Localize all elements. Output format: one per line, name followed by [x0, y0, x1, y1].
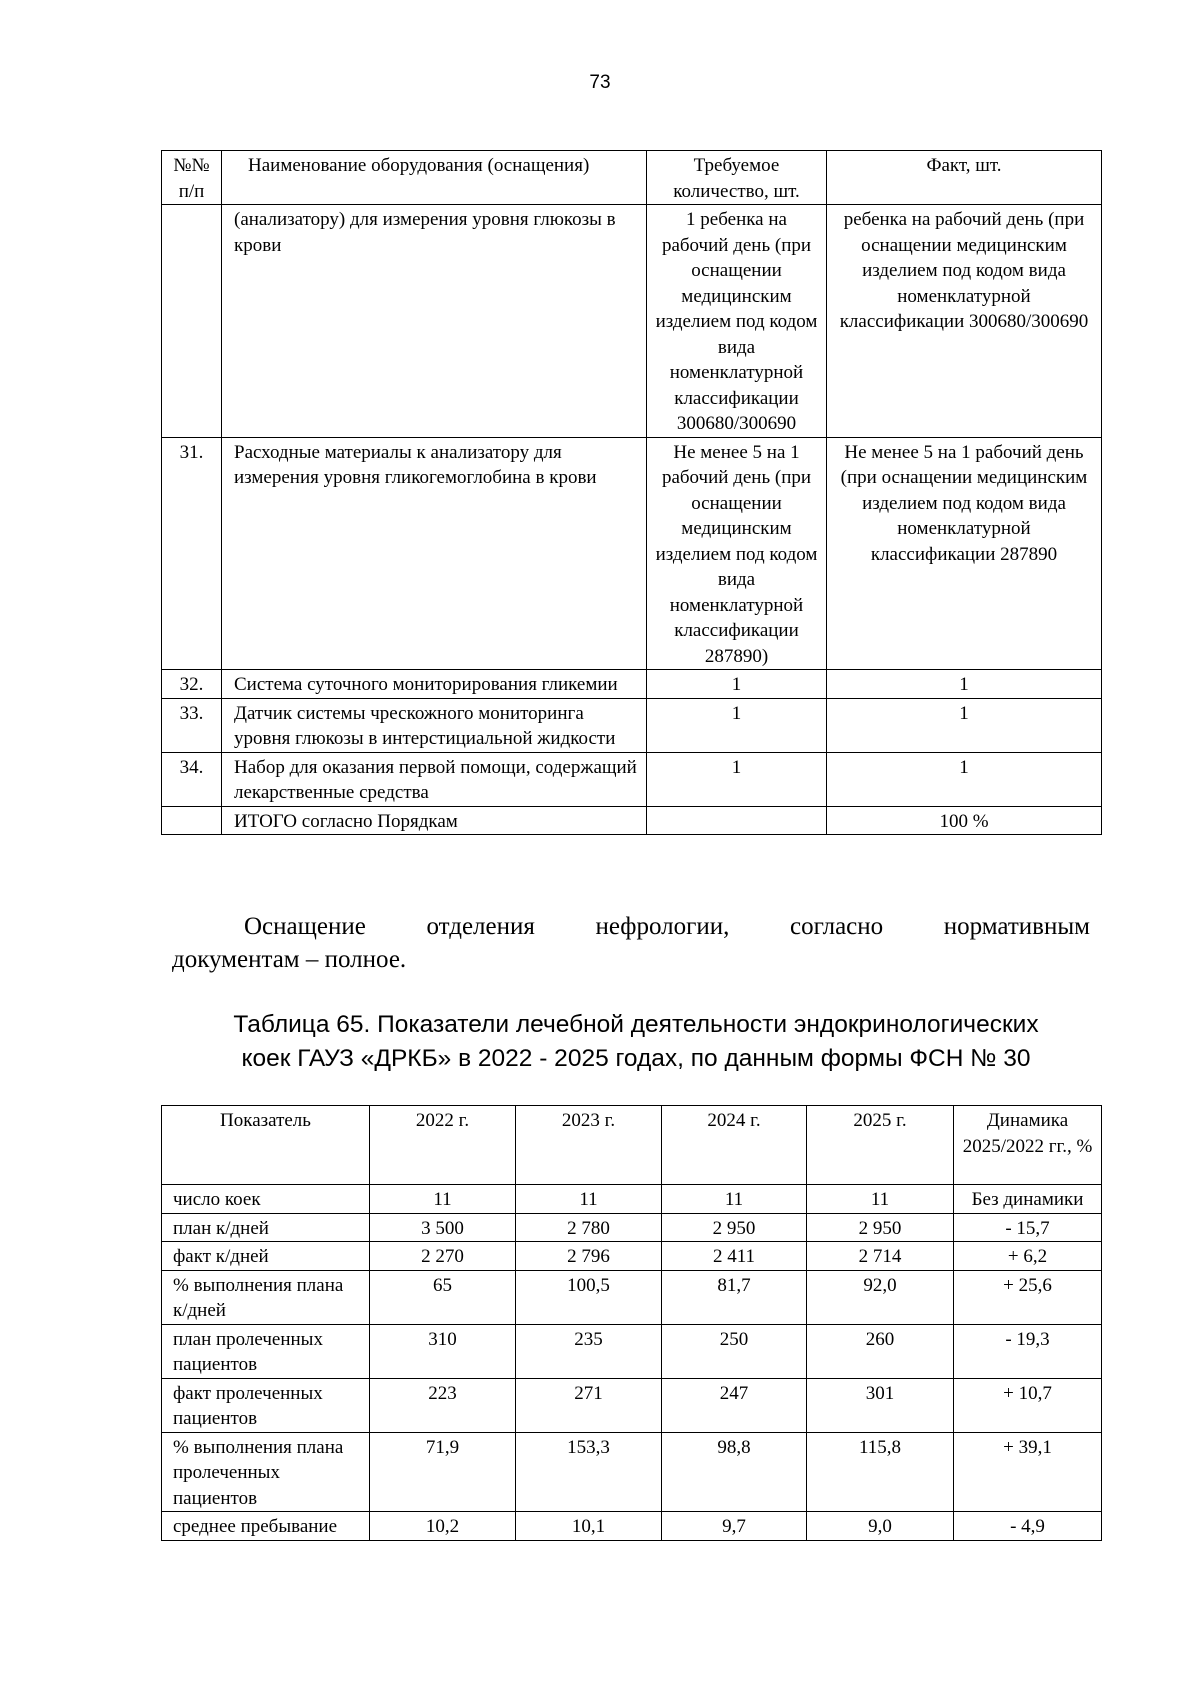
row-number: 32.: [162, 670, 222, 699]
header-name: Наименование оборудования (оснащения): [222, 151, 647, 205]
value-2023: 271: [516, 1378, 662, 1432]
value-2025: 11: [807, 1185, 954, 1214]
header-fact: Факт, шт.: [827, 151, 1102, 205]
value-2025: 115,8: [807, 1432, 954, 1512]
paragraph-word: нефрологии,: [595, 913, 730, 940]
value-2023: 2 796: [516, 1242, 662, 1271]
table-row: [162, 205, 1102, 438]
row-fact: 100 %: [827, 806, 1102, 835]
value-2025: 2 714: [807, 1242, 954, 1271]
value-2024: 2 411: [662, 1242, 807, 1271]
paragraph-word: Оснащение: [244, 913, 366, 940]
value-2024: 247: [662, 1378, 807, 1432]
row-label: среднее пребывание: [162, 1512, 370, 1541]
value-2022: 310: [370, 1324, 516, 1378]
equipment-table-header: [162, 151, 1102, 205]
value-2024: 2 950: [662, 1213, 807, 1242]
value-dynamics: + 25,6: [954, 1270, 1102, 1324]
value-dynamics: + 39,1: [954, 1432, 1102, 1512]
table-row: [162, 1185, 1102, 1214]
value-2025: 92,0: [807, 1270, 954, 1324]
table-row: [162, 670, 1102, 699]
value-dynamics: Без динамики: [954, 1185, 1102, 1214]
value-2022: 65: [370, 1270, 516, 1324]
row-number: [162, 205, 222, 438]
value-2025: 9,0: [807, 1512, 954, 1541]
value-2025: 2 950: [807, 1213, 954, 1242]
header-year: 2022 г.: [370, 1106, 516, 1185]
value-2022: 71,9: [370, 1432, 516, 1512]
value-dynamics: - 4,9: [954, 1512, 1102, 1541]
row-fact: 1: [827, 752, 1102, 806]
header-year: 2024 г.: [662, 1106, 807, 1185]
row-number: 31.: [162, 437, 222, 670]
row-name: Датчик системы чрескожного мониторинга уровня глюкозы в интерстициальной жидкости: [222, 698, 647, 752]
row-required: 1 ребенка на рабочий день (при оснащении медицинским изделием под кодом вида номенклатурной классификации 300680/300690: [647, 205, 827, 438]
table-row: [162, 1242, 1102, 1271]
row-fact: 1: [827, 670, 1102, 699]
value-dynamics: + 10,7: [954, 1378, 1102, 1432]
table-row: [162, 437, 1102, 670]
row-required: 1: [647, 752, 827, 806]
paragraph-word: нормативным: [943, 913, 1090, 940]
value-2022: 10,2: [370, 1512, 516, 1541]
value-dynamics: + 6,2: [954, 1242, 1102, 1271]
row-name: (анализатору) для измерения уровня глюкозы в крови: [222, 205, 647, 438]
caption-line-2: коек ГАУЗ «ДРКБ» в 2022 - 2025 годах, по данным формы ФСН № 30: [241, 1045, 1031, 1072]
equipment-table: [161, 150, 1102, 835]
row-name: Набор для оказания первой помощи, содержащий лекарственные средства: [222, 752, 647, 806]
stats-table-header: [162, 1106, 1102, 1185]
value-2023: 2 780: [516, 1213, 662, 1242]
table-row: [162, 752, 1102, 806]
row-required: Не менее 5 на 1 рабочий день (при оснащении медицинским изделием под кодом вида номенклатурной классификации 287890): [647, 437, 827, 670]
total-row: [162, 806, 1102, 835]
row-required: 1: [647, 698, 827, 752]
row-label: план к/дней: [162, 1213, 370, 1242]
header-number: №№ п/п: [162, 151, 222, 205]
row-label: число коек: [162, 1185, 370, 1214]
value-dynamics: - 15,7: [954, 1213, 1102, 1242]
row-label: % выполнения плана пролеченных пациентов: [162, 1432, 370, 1512]
row-fact: ребенка на рабочий день (при оснащении медицинским изделием под кодом вида номенклатурной классификации 300680/300690: [827, 205, 1102, 438]
value-2022: 3 500: [370, 1213, 516, 1242]
value-2022: 223: [370, 1378, 516, 1432]
page-number: 73: [589, 72, 611, 93]
row-name: Расходные материалы к анализатору для измерения уровня гликогемоглобина в крови: [222, 437, 647, 670]
value-2024: 81,7: [662, 1270, 807, 1324]
value-2024: 250: [662, 1324, 807, 1378]
value-2023: 235: [516, 1324, 662, 1378]
value-2025: 260: [807, 1324, 954, 1378]
row-number: 34.: [162, 752, 222, 806]
header-required: Требуемое количество, шт.: [647, 151, 827, 205]
value-2023: 11: [516, 1185, 662, 1214]
body-paragraph: [172, 910, 1090, 976]
table-row: [162, 698, 1102, 752]
row-name: ИТОГО согласно Порядкам: [222, 806, 647, 835]
value-2023: 153,3: [516, 1432, 662, 1512]
row-name: Система суточного мониторирования гликемии: [222, 670, 647, 699]
value-2022: 11: [370, 1185, 516, 1214]
table-row: [162, 1324, 1102, 1378]
table-row: [162, 1512, 1102, 1541]
value-2023: 100,5: [516, 1270, 662, 1324]
row-label: факт пролеченных пациентов: [162, 1378, 370, 1432]
table-row: [162, 1432, 1102, 1512]
value-dynamics: - 19,3: [954, 1324, 1102, 1378]
value-2022: 2 270: [370, 1242, 516, 1271]
row-required: 1: [647, 670, 827, 699]
row-required: [647, 806, 827, 835]
caption-line-1: Таблица 65. Показатели лечебной деятельности эндокринологических: [233, 1011, 1039, 1038]
paragraph-word: отделения: [426, 913, 535, 940]
header-indicator: Показатель: [162, 1106, 370, 1185]
row-number: 33.: [162, 698, 222, 752]
paragraph-word: согласно: [790, 913, 884, 940]
paragraph-line-1: [172, 910, 1090, 943]
table-row: [162, 1378, 1102, 1432]
value-2023: 10,1: [516, 1512, 662, 1541]
row-label: % выполнения плана к/дней: [162, 1270, 370, 1324]
row-label: план пролеченных пациентов: [162, 1324, 370, 1378]
header-dynamics: Динамика 2025/2022 гг., %: [954, 1106, 1102, 1185]
value-2024: 9,7: [662, 1512, 807, 1541]
table-caption: [172, 1008, 1100, 1076]
header-year: 2025 г.: [807, 1106, 954, 1185]
table-row: [162, 1270, 1102, 1324]
row-fact: Не менее 5 на 1 рабочий день (при оснащении медицинским изделием под кодом вида номенклатурной классификации 287890: [827, 437, 1102, 670]
header-year: 2023 г.: [516, 1106, 662, 1185]
value-2024: 98,8: [662, 1432, 807, 1512]
value-2025: 301: [807, 1378, 954, 1432]
table-row: [162, 1213, 1102, 1242]
paragraph-line-2: документам – полное.: [172, 946, 407, 973]
row-number: [162, 806, 222, 835]
value-2024: 11: [662, 1185, 807, 1214]
stats-table: [161, 1105, 1102, 1541]
row-fact: 1: [827, 698, 1102, 752]
row-label: факт к/дней: [162, 1242, 370, 1271]
